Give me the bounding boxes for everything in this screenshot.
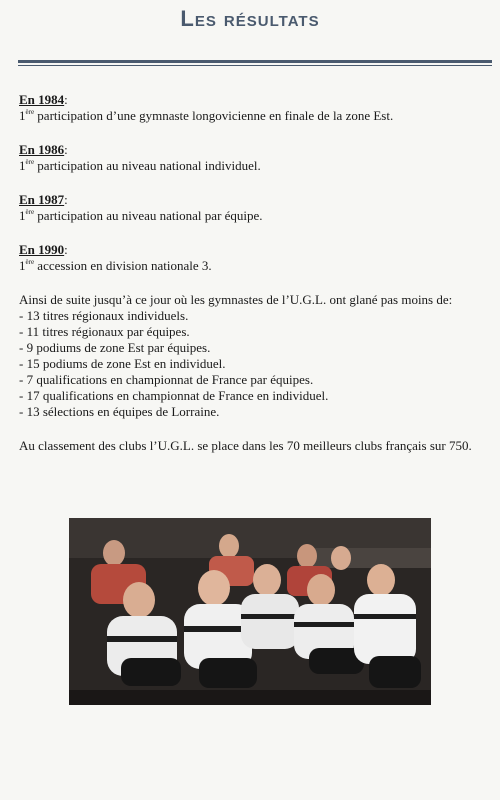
entry-text: participation d’une gymnaste longovicienne en finale de la zone Est. [34,108,394,123]
year-heading: En 1986 [19,142,65,157]
list-item: - 13 sélections en équipes de Lorraine. [19,404,220,419]
entry-text: participation au niveau national individuel. [34,158,261,173]
year-heading: En 1987 [19,192,65,207]
result-entry-1986: En 1986: 1ère participation au niveau national individuel. [19,142,261,173]
page-title: Les résultats [180,6,320,31]
intro-paragraph: Ainsi de suite jusqu’à ce jour où les gymnastes de l’U.G.L. ont glané pas moins de: [19,292,453,307]
results-content [19,92,484,454]
result-entry-1987: En 1987: 1ère participation au niveau national par équipe. [19,192,263,223]
list-item: - 11 titres régionaux par équipes. [19,324,190,339]
team-photo [69,518,431,705]
list-item: - 17 qualifications en championnat de France en individuel. [19,388,329,403]
entry-text: participation au niveau national par équipe. [34,208,263,223]
year-heading: En 1990 [19,242,65,257]
conclusion-paragraph: Au classement des clubs l’U.G.L. se place dans les 70 meilleurs clubs français sur 750. [19,438,472,453]
achievements-list [19,308,484,420]
list-item: - 9 podiums de zone Est par équipes. [19,340,211,355]
title-rule-thick [18,60,492,63]
result-entry-1984: En 1984: 1ère participation d’une gymnaste longovicienne en finale de la zone Est. [19,92,394,123]
result-entry-1990: En 1990: 1ère accession en division nationale 3. [19,242,212,273]
title-rule-thin [18,65,492,66]
year-heading: En 1984 [19,92,65,107]
entry-text: accession en division nationale 3. [34,258,212,273]
list-item: - 13 titres régionaux individuels. [19,308,189,323]
list-item: - 15 podiums de zone Est en individuel. [19,356,226,371]
list-item: - 7 qualifications en championnat de France par équipes. [19,372,314,387]
team-photo-illustration [69,518,431,705]
